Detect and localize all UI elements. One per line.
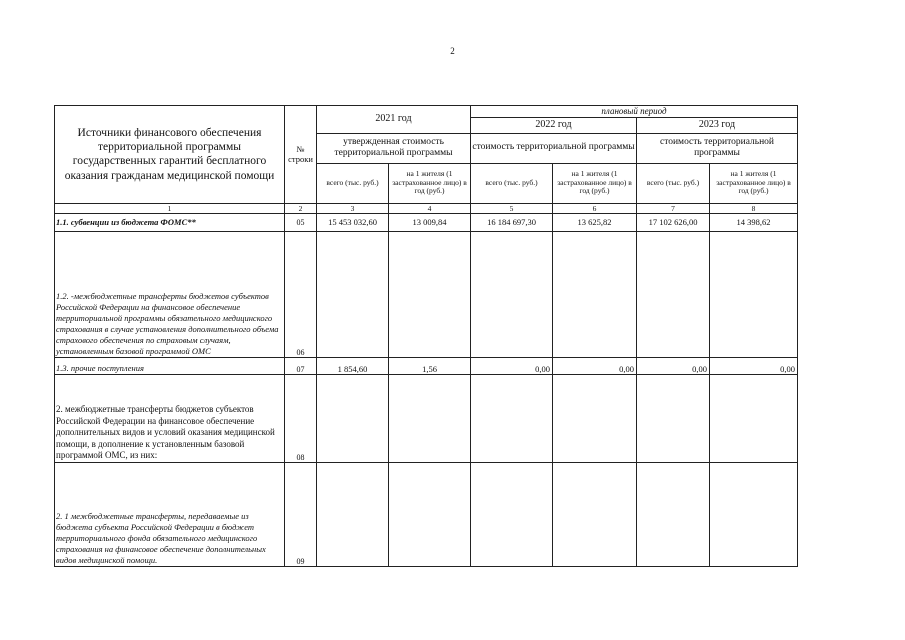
- row-code: 09: [285, 462, 317, 566]
- column-number: 6: [553, 203, 637, 213]
- row-value: [317, 462, 389, 566]
- row-value: 1 854,60: [317, 357, 389, 374]
- row-value: [389, 231, 471, 357]
- table-row: [55, 357, 798, 374]
- row-value: [553, 231, 637, 357]
- row-value: 14 398,62: [710, 213, 798, 231]
- row-source: 2. межбюджетные трансферты бюджетов субъектов Российской Федерации на финансовое обеспечение дополнительных видов и условий оказания медицинской помощи, в дополнение к установленным базовой программой ОМС, из них:: [55, 374, 285, 462]
- row-value: [553, 462, 637, 566]
- row-code: 07: [285, 357, 317, 374]
- approved-cost-header: утвержденная стоимость территориальной программы: [317, 133, 471, 163]
- row-value: [637, 374, 710, 462]
- year-2022-header: 2022 год: [471, 117, 637, 133]
- year-2021-header: 2021 год: [317, 106, 471, 134]
- planned-period-header: плановый период: [471, 106, 798, 118]
- row-value: 13 625,82: [553, 213, 637, 231]
- column-number-row: [55, 203, 798, 213]
- year-2023-header: 2023 год: [637, 117, 798, 133]
- total-2023-header: всего (тыс. руб.): [637, 163, 710, 203]
- row-value: [710, 231, 798, 357]
- row-value: [637, 462, 710, 566]
- column-number: 4: [389, 203, 471, 213]
- page-number: 2: [450, 46, 455, 56]
- row-value: [471, 374, 553, 462]
- row-source: 1.2. -межбюджетные трансферты бюджетов субъектов Российской Федерации на финансовое обеспечение территориальной программы обязательного медицинского страхования в случае установления дополнительного объема страхового обеспечения по страховым случаям, установленным базовой программой ОМС: [55, 231, 285, 357]
- table-row: [55, 213, 798, 231]
- row-code: 08: [285, 374, 317, 462]
- row-value: [471, 231, 553, 357]
- row-value: 0,00: [710, 357, 798, 374]
- row-source: 1.3. прочие поступления: [55, 357, 285, 374]
- row-source: 2. 1 межбюджетные трансферты, передаваемые из бюджета субъекта Российской Федерации в бюджет территориального фонда обязательного медицинского страхования на финансовое обеспечение дополнительных видов медицинской помощи.: [55, 462, 285, 566]
- row-value: 15 453 032,60: [317, 213, 389, 231]
- sources-column-header: Источники финансового обеспечения территориальной программы государственных гарантий бесплатного оказания гражданам медицинской помощи: [55, 106, 285, 204]
- row-value: [710, 374, 798, 462]
- column-number: 2: [285, 203, 317, 213]
- row-value: [637, 231, 710, 357]
- total-2021-header: всего (тыс. руб.): [317, 163, 389, 203]
- row-value: 0,00: [471, 357, 553, 374]
- column-number: 8: [710, 203, 798, 213]
- row-value: 0,00: [637, 357, 710, 374]
- column-number: 3: [317, 203, 389, 213]
- row-source: 1.1. субвенции из бюджета ФОМС**: [55, 213, 285, 231]
- total-2022-header: всего (тыс. руб.): [471, 163, 553, 203]
- cost-2023-header: стоимость территориальной программы: [637, 133, 798, 163]
- row-value: 16 184 697,30: [471, 213, 553, 231]
- table-row: [55, 231, 798, 357]
- row-value: [389, 462, 471, 566]
- row-value: [710, 462, 798, 566]
- column-number: 5: [471, 203, 553, 213]
- row-value: [317, 374, 389, 462]
- row-value: 0,00: [553, 357, 637, 374]
- row-value: 17 102 626,00: [637, 213, 710, 231]
- table-row: [55, 374, 798, 462]
- per-capita-2022-header: на 1 жителя (1 застрахованное лицо) в год (руб.): [553, 163, 637, 203]
- row-number-column-header: № строки: [285, 106, 317, 204]
- row-value: [389, 374, 471, 462]
- row-value: [553, 374, 637, 462]
- per-capita-2021-header: на 1 жителя (1 застрахованное лицо) в год (руб.): [389, 163, 471, 203]
- column-number: 1: [55, 203, 285, 213]
- cost-2022-header: стоимость территориальной программы: [471, 133, 637, 163]
- row-code: 06: [285, 231, 317, 357]
- per-capita-2023-header: на 1 жителя (1 застрахованное лицо) в год (руб.): [710, 163, 798, 203]
- row-value: 13 009,84: [389, 213, 471, 231]
- row-code: 05: [285, 213, 317, 231]
- column-number: 7: [637, 203, 710, 213]
- row-value: [317, 231, 389, 357]
- row-value: 1,56: [389, 357, 471, 374]
- row-value: [471, 462, 553, 566]
- table-row: [55, 462, 798, 566]
- financing-sources-table: [54, 105, 798, 567]
